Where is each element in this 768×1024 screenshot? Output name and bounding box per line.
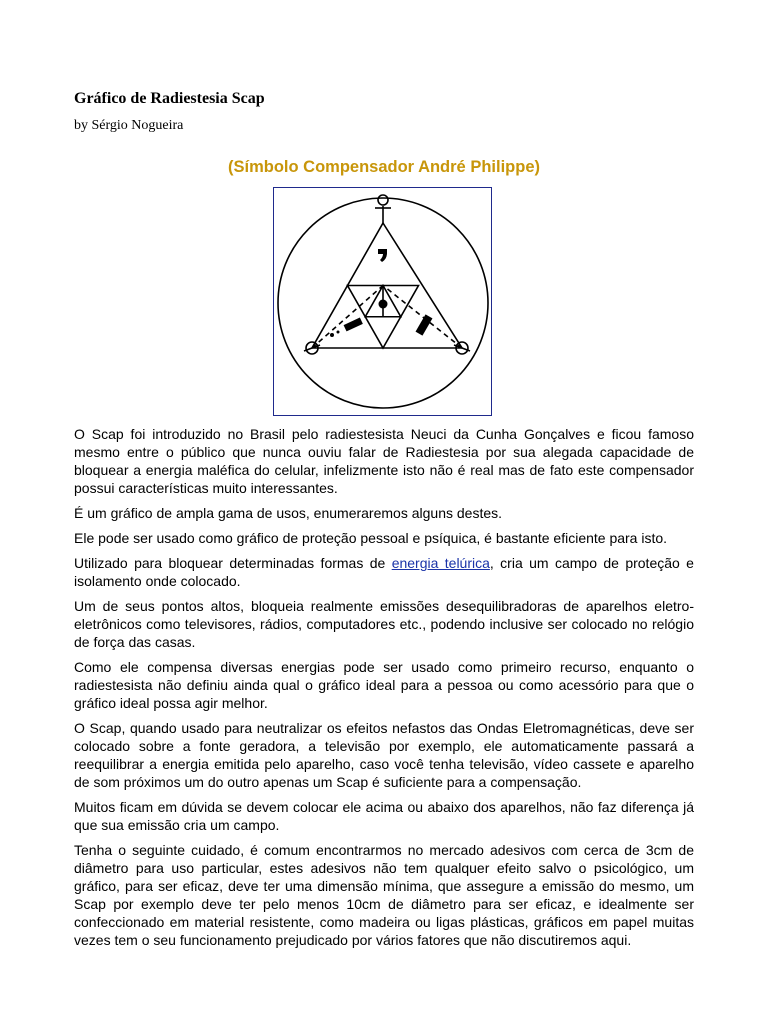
paragraph-text: Utilizado para bloquear determinadas formas de bbox=[74, 555, 392, 571]
paragraph: Um de seus pontos altos, bloqueia realmente emissões desequilibradoras de aparelhos eletro-eletrônicos como televisores, rádios, computadores etc., podendo inclusive ser colocado no relógio de força das casas. bbox=[74, 598, 694, 650]
paragraph: Tenha o seguinte cuidado, é comum encontrarmos no mercado adesivos com cerca de 3cm de diâmetro para uso particular, estes adesivos não tem qualquer efeito salvo o psicológico, um gráfico, para ser eficaz, deve ter uma dimensão mínima, que assegure a emissão do mesmo, um Scap por exemplo deve ter pelo menos 10cm de diâmetro para ser eficaz, e idealmente ser confeccionado em material resistente, como madeira ou ligas plásticas, gráficos em papel muitas vezes tem o seu funcionamento prejudicado por vários fatores que não discutiremos aqui. bbox=[74, 842, 694, 948]
hebrew-letter-symbol bbox=[378, 249, 387, 262]
article-body bbox=[74, 425, 694, 956]
paragraph: É um gráfico de ampla gama de usos, enumeraremos alguns destes. bbox=[74, 505, 503, 521]
top-ankh-circle bbox=[378, 195, 388, 205]
scap-symbol-drawing bbox=[274, 188, 491, 415]
left-tool-symbol bbox=[344, 317, 363, 331]
author-byline: by Sérgio Nogueira bbox=[74, 118, 184, 133]
paragraph: O Scap foi introduzido no Brasil pelo radiestesista Neuci da Cunha Gonçalves e ficou famoso mesmo entre o público que nunca ouviu falar de Radiestesia por sua alegada capacidade de bloquear a energia maléfica do celular, infelizmente isto não é real mas de fato este compensador possui características muito interessantes. bbox=[74, 426, 694, 496]
paragraph bbox=[74, 554, 694, 590]
figure-subtitle: (Símbolo Compensador André Philippe) bbox=[228, 158, 540, 176]
document-title: Gráfico de Radiestesia Scap bbox=[74, 90, 265, 107]
scap-symbol-figure bbox=[273, 187, 492, 416]
paragraph: Como ele compensa diversas energias pode ser usado como primeiro recurso, enquanto o radiestesista não definiu ainda qual o gráfico ideal para a pessoa ou como acessório para que o gráfico ideal possa agir melhor. bbox=[74, 659, 694, 711]
paragraph-text: , cria um campo de proteção e isolamento onde colocado. bbox=[74, 555, 694, 589]
right-tool-symbol bbox=[416, 314, 433, 335]
paragraph: O Scap, quando usado para neutralizar os efeitos nefastos das Ondas Eletromagnéticas, deve ser colocado sobre a fonte geradora, a televisão por exemplo, ele automaticamente passará a reequilibrar a energia emitida pelo aparelho, caso você tenha televisão, vídeo cassete e aparelho de som próximos um do outro apenas um Scap é suficiente para a compensação. bbox=[74, 720, 694, 790]
energia-telurica-link[interactable]: energia telúrica bbox=[391, 555, 490, 571]
paragraph: Muitos ficam em dúvida se devem colocar ele acima ou abaixo dos aparelhos, não faz diferença já que sua emissão cria um campo. bbox=[74, 799, 694, 833]
center-dot bbox=[379, 300, 388, 309]
paragraph: Ele pode ser usado como gráfico de proteção pessoal e psíquica, é bastante eficiente para isto. bbox=[74, 530, 668, 546]
